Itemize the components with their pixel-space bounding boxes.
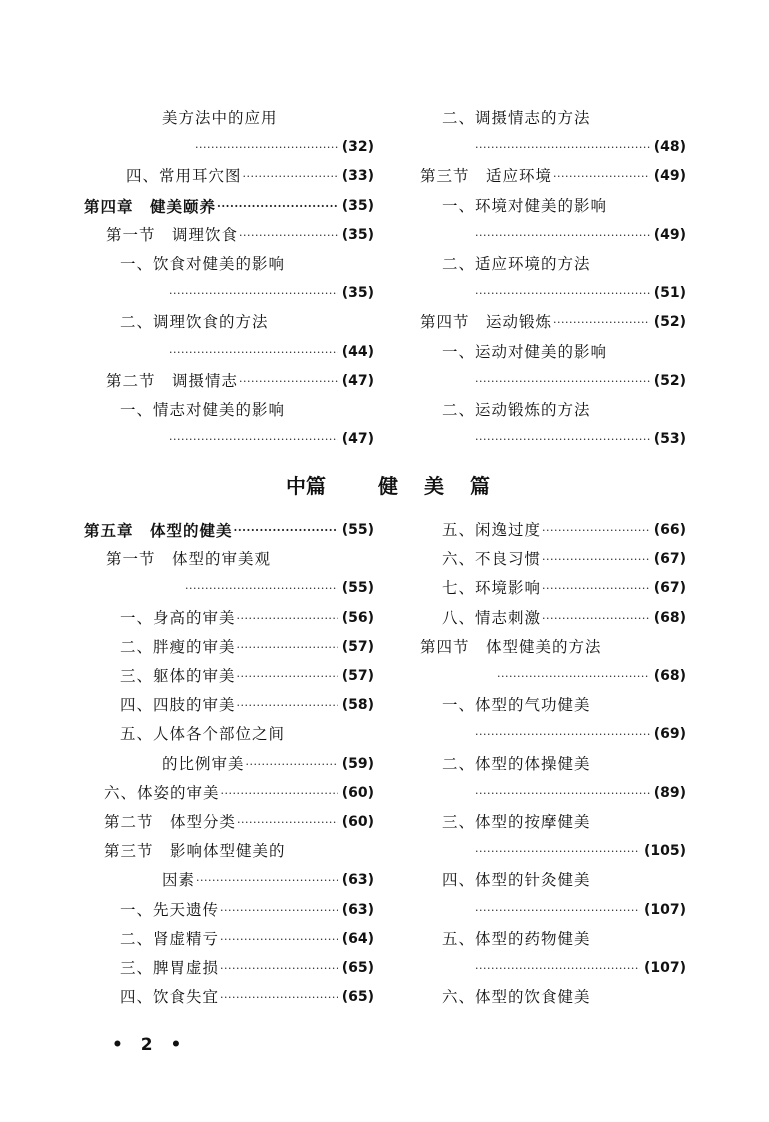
toc-entry (442, 396, 686, 425)
toc-entry (474, 837, 686, 866)
toc-entry-title: 一、身高的审美 (120, 608, 236, 627)
toc-entry (474, 279, 686, 308)
toc-entry-title: 一、饮食对健美的影响 (120, 255, 286, 273)
toc-entry-page: (63) (341, 872, 374, 889)
toc-entry-page: (64) (341, 930, 374, 947)
toc-entry (442, 691, 686, 720)
toc-entry-page: (55) (341, 522, 374, 538)
toc-entry (120, 691, 374, 720)
toc-entry-page: (58) (341, 697, 374, 714)
dot-leader (217, 192, 338, 221)
toc-entry-page: (47) (341, 372, 374, 389)
dot-leader (542, 545, 650, 574)
toc-entry-page: (48) (653, 139, 686, 156)
dot-leader (542, 574, 650, 603)
dot-leader (243, 162, 338, 191)
toc-entry (420, 308, 686, 337)
toc-entry-page: (32) (341, 139, 374, 156)
toc-entry-title: 第四节 运动锻炼 (420, 313, 553, 332)
toc-entry-title: 六、体姿的审美 (104, 783, 220, 802)
dot-leader (475, 425, 650, 454)
dot-leader (542, 604, 650, 633)
toc-entry-title: 第一节 调理饮食 (106, 225, 239, 244)
toc-entry (106, 367, 374, 396)
dot-leader (169, 425, 338, 454)
toc-entry (168, 279, 374, 308)
toc-entry (120, 662, 374, 691)
toc-entry-page: (44) (341, 343, 374, 360)
toc-entry-title: 的比例审美 (162, 754, 245, 773)
toc-entry-page: (105) (643, 843, 686, 860)
toc-entry (120, 250, 374, 279)
toc-entry-page: (53) (653, 431, 686, 448)
toc-entry (120, 633, 374, 662)
toc-entry (474, 425, 686, 454)
toc-entry (474, 221, 686, 250)
toc-entry (442, 338, 686, 367)
toc-entry (474, 896, 686, 925)
toc-entry-title: 因素 (162, 871, 196, 890)
toc-entry (442, 604, 686, 633)
toc-entry-title: 第二节 体型分类 (104, 813, 237, 831)
dot-leader (475, 720, 650, 749)
toc-entry (420, 633, 686, 662)
toc-entry-page: (107) (643, 901, 686, 918)
toc-entry-page: (60) (341, 784, 374, 801)
toc-entry-page: (52) (653, 372, 686, 389)
toc-entry-page: (35) (341, 197, 374, 214)
toc-entry-title: 四、饮食失宜 (120, 988, 220, 1007)
toc-entry-page: (68) (653, 668, 686, 684)
dot-leader (169, 338, 338, 367)
dot-leader (237, 604, 338, 633)
toc-entry (442, 250, 686, 279)
dot-leader (237, 808, 338, 837)
toc-entry-title: 二、胖瘦的审美 (120, 637, 236, 656)
dot-leader (475, 779, 650, 808)
toc-entry-page: (69) (653, 726, 686, 743)
toc-entry-title: 一、情志对健美的影响 (120, 401, 286, 419)
dot-leader (169, 279, 338, 308)
toc-entry-page: (57) (341, 638, 374, 655)
toc-entry (120, 983, 374, 1012)
toc-entry (104, 779, 374, 808)
toc-entry-title: 第五章 体型的健美 (84, 521, 233, 540)
dot-leader (220, 925, 338, 954)
toc-entry (194, 133, 374, 162)
toc-entry-page: (52) (653, 314, 686, 331)
toc-entry-title: 二、调理饮食的方法 (120, 313, 269, 332)
toc-entry-page: (35) (341, 226, 374, 243)
toc-entry-page: (67) (653, 580, 686, 597)
toc-entry-page: (33) (341, 168, 374, 185)
toc-entry-title: 一、体型的气功健美 (442, 696, 591, 715)
dot-leader (239, 367, 338, 396)
toc-entry-title: 三、脾胃虚损 (120, 959, 220, 977)
toc-entry (162, 750, 374, 779)
dot-leader (497, 662, 650, 691)
toc-entry (106, 221, 374, 250)
toc-entry-page: (107) (643, 960, 686, 976)
toc-entry-title: 二、运动锻炼的方法 (442, 401, 591, 419)
dot-leader (234, 516, 338, 545)
toc-entry-page: (47) (341, 431, 374, 448)
toc-entry (120, 925, 374, 954)
dot-leader (475, 133, 650, 162)
toc-entry-title: 五、闲逸过度 (442, 521, 542, 539)
toc-entry (474, 720, 686, 749)
toc-entry (104, 837, 374, 866)
toc-entry-page: (60) (341, 814, 374, 830)
toc-entry-page: (68) (653, 609, 686, 626)
toc-entry (474, 367, 686, 396)
toc-entry (168, 425, 374, 454)
toc-entry (84, 516, 374, 545)
toc-entry-page: (51) (653, 285, 686, 302)
toc-entry (120, 604, 374, 633)
toc-entry-page: (65) (341, 960, 374, 976)
toc-entry (442, 750, 686, 779)
toc-entry (120, 896, 374, 925)
dot-leader (220, 896, 338, 925)
dot-leader (237, 691, 338, 720)
dot-leader (237, 662, 338, 691)
toc-entry (474, 779, 686, 808)
toc-entry (104, 808, 374, 837)
page-number: • 2 • (112, 1035, 188, 1055)
toc-entry (420, 162, 686, 191)
toc-entry (106, 545, 374, 574)
toc-entry-title: 第二节 调摄情志 (106, 371, 239, 390)
toc-entry-title: 第三节 影响体型健美的 (104, 842, 286, 861)
dot-leader (475, 221, 650, 250)
toc-entry (442, 808, 686, 837)
dot-leader (220, 983, 338, 1012)
toc-entry-title: 六、体型的饮食健美 (442, 988, 591, 1007)
dot-leader (185, 574, 338, 603)
toc-entry-title: 三、躯体的审美 (120, 667, 236, 685)
toc-entry-page: (66) (653, 522, 686, 538)
toc-entry-page: (89) (653, 784, 686, 801)
toc-entry (84, 192, 374, 221)
toc-entry-title: 二、肾虚精亏 (120, 929, 220, 948)
toc-entry (496, 662, 686, 691)
dot-leader (553, 162, 650, 191)
toc-entry-title: 七、环境影响 (442, 579, 542, 598)
toc-entry-title: 二、调摄情志的方法 (442, 109, 591, 127)
dot-leader (220, 954, 338, 983)
toc-entry-page: (35) (341, 285, 374, 302)
dot-leader (542, 516, 650, 545)
toc-entry (442, 574, 686, 603)
dot-leader (221, 779, 338, 808)
toc-entry-title: 四、体型的针灸健美 (442, 871, 591, 890)
dot-leader (239, 221, 338, 250)
dot-leader (475, 896, 640, 925)
dot-leader (475, 954, 640, 983)
toc-entry-title: 美方法中的应用 (162, 109, 278, 127)
toc-entry-title: 第一节 体型的审美观 (106, 550, 272, 569)
toc-entry-title: 八、情志刺激 (442, 608, 542, 627)
dot-leader (246, 750, 338, 779)
toc-entry-page: (59) (341, 755, 374, 772)
toc-entry (442, 866, 686, 895)
part-title-char: 篇 (470, 474, 490, 498)
part-prefix: 中篇 (286, 474, 326, 498)
toc-entry (442, 983, 686, 1012)
dot-leader (475, 837, 640, 866)
part-heading (0, 470, 769, 504)
toc-entry-page: (57) (341, 668, 374, 684)
toc-entry-title: 二、体型的体操健美 (442, 754, 591, 773)
dot-leader (475, 367, 650, 396)
toc-entry-title: 二、适应环境的方法 (442, 255, 591, 273)
toc-entry (474, 954, 686, 983)
toc-entry (120, 308, 374, 337)
toc-entry-title: 四、常用耳穴图 (126, 167, 242, 186)
toc-entry (168, 338, 374, 367)
toc-entry (126, 162, 374, 191)
toc-entry-page: (65) (341, 989, 374, 1006)
dot-leader (195, 133, 338, 162)
toc-entry (120, 954, 374, 983)
toc-entry-title: 六、不良习惯 (442, 550, 542, 569)
toc-entry (442, 545, 686, 574)
part-title-char: 健 (378, 474, 398, 498)
toc-entry-page: (63) (341, 901, 374, 918)
toc-entry-title: 五、人体各个部位之间 (120, 725, 286, 744)
toc-entry (162, 866, 374, 895)
toc-entry-title: 第四章 健美颐养 (84, 196, 217, 216)
toc-entry (442, 925, 686, 954)
dot-leader (196, 866, 338, 895)
toc-entry-title: 五、体型的药物健美 (442, 929, 591, 948)
toc-entry-title: 三、体型的按摩健美 (442, 813, 591, 831)
dot-leader (475, 279, 650, 308)
dot-leader (553, 308, 650, 337)
toc-entry (120, 396, 374, 425)
toc-entry-title: 一、运动对健美的影响 (442, 342, 608, 361)
toc-entry-title: 第三节 适应环境 (420, 167, 553, 186)
toc-entry-page: (49) (653, 226, 686, 243)
toc-entry-page: (67) (653, 551, 686, 568)
dot-leader (237, 633, 338, 662)
part-title-char: 美 (424, 474, 444, 498)
toc-entry-title: 一、环境对健美的影响 (442, 196, 608, 215)
toc-entry (162, 104, 374, 133)
toc-entry-page: (55) (341, 580, 374, 597)
toc-entry (120, 720, 374, 749)
toc-entry-page: (49) (653, 168, 686, 185)
toc-entry (184, 574, 374, 603)
toc-entry (442, 192, 686, 221)
toc-entry-title: 一、先天遗传 (120, 900, 220, 919)
toc-entry-page: (56) (341, 609, 374, 626)
toc-entry-title: 四、四肢的审美 (120, 696, 236, 715)
toc-entry-title: 第四节 体型健美的方法 (420, 637, 602, 656)
toc-entry (474, 133, 686, 162)
toc-entry (442, 516, 686, 545)
toc-entry (442, 104, 686, 133)
